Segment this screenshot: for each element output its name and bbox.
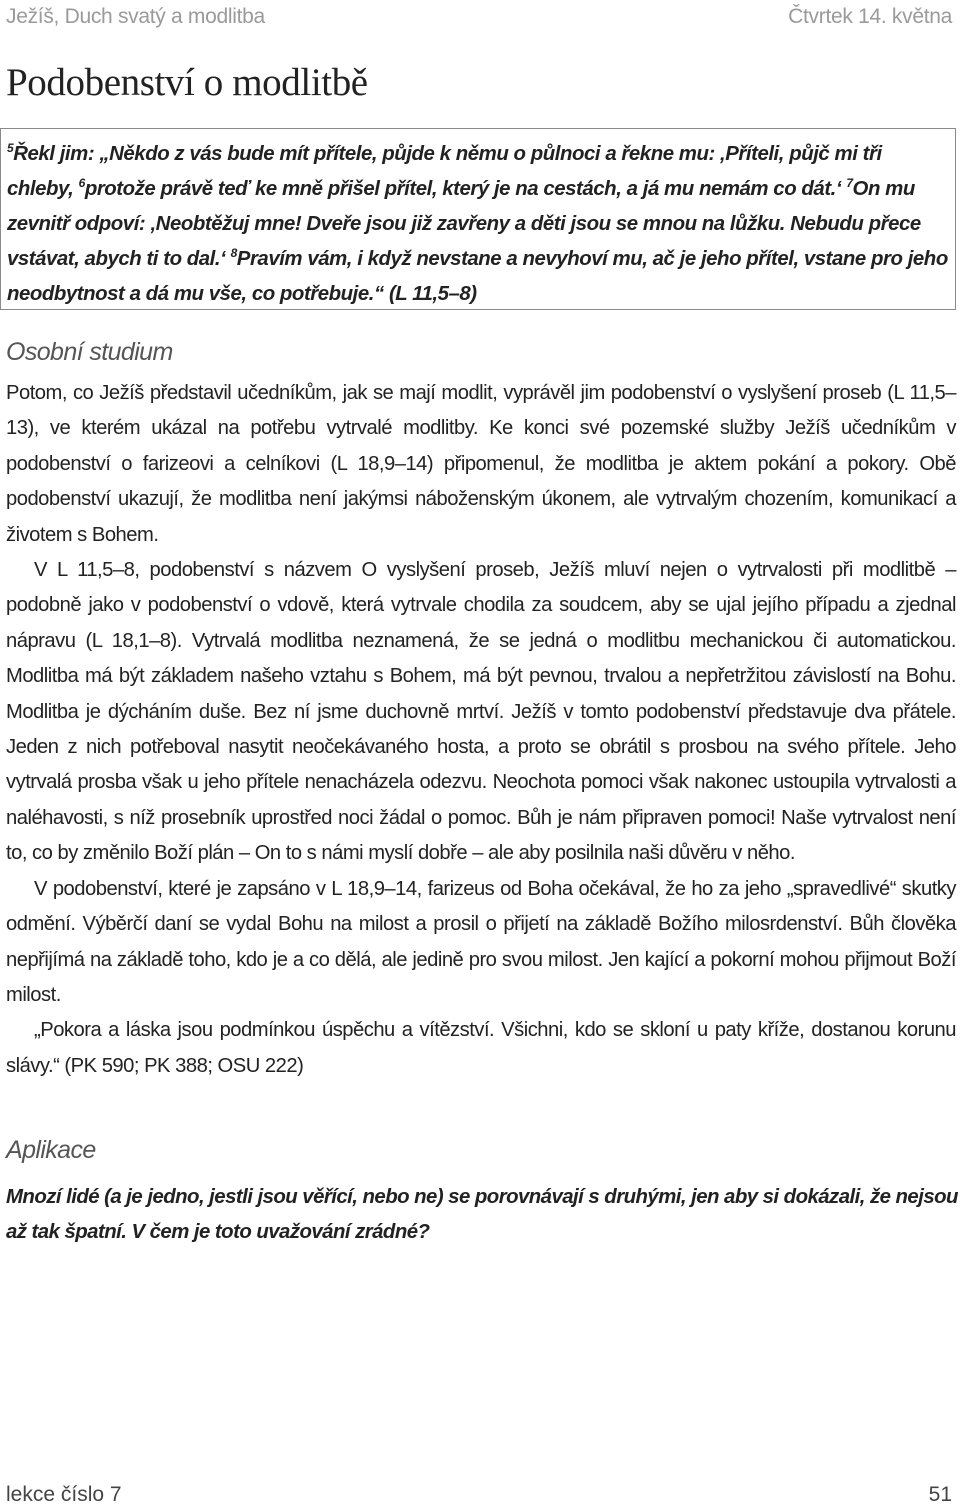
header-date: Čtvrtek 14. května (788, 5, 952, 28)
application-question: Mnozí lidé (a je jedno, jestli jsou věřící, nebo ne) se porovnávají s druhými, jen aby si dokázali, že nejsou až tak špatní. V čem je toto uvažování zrádné? (6, 1186, 958, 1243)
scripture-box (0, 128, 956, 310)
study-body (6, 376, 956, 1084)
verse-text: Pravím vám, i když nevstane a nevyhoví mu, ač je jeho přítel, vstane pro jeho neodbytnost a dá mu vše, co potřebuje.“ (L 11,5–8) (7, 248, 948, 305)
application-heading: Aplikace (6, 1136, 96, 1164)
footer-lesson: lekce číslo 7 (6, 1483, 122, 1506)
page-number: 51 (928, 1483, 952, 1506)
study-heading: Osobní studium (6, 338, 173, 366)
verse-text: protože právě teď ke mně přišel přítel, který je na cestách, a já mu nemám co dát.‘ (84, 178, 847, 200)
verse-number: 6 (78, 176, 85, 191)
running-header (6, 0, 952, 34)
header-book-title: Ježíš, Duch svatý a modlitba (6, 5, 265, 28)
study-paragraph: Potom, co Ježíš představil učedníkům, jak se mají modlit, vyprávěl jim podobenství o vyslyšení proseb (L 11,5–13), ve kterém ukázal na potřebu vytrvalé modlitby. Ke konci své pozemské služby Ježíš učedníkům v podobenství o farizeovi a celníkovi (L 18,9–14) připomenul, že modlitba je aktem pokání a pokory. Obě podobenství ukazují, že modlitba není jakýmsi náboženským úkonem, ale vytrvalým chozením, komunikací a životem s Bohem. (6, 382, 956, 546)
page-title: Podobenství o modlitbě (6, 61, 368, 104)
verse-number: 7 (846, 176, 853, 191)
page-footer (6, 1480, 952, 1510)
verse-text: Řekl jim: „Někdo z vás bude mít přítele, půjde k němu o půlnoci a řekne mu: ‚Příteli, půjč mi tři chleby, (7, 143, 882, 200)
study-quote: „Pokora a láska jsou podmínkou úspěchu a vítězství. Všichni, kdo se skloní u paty kříže, dostanou korunu slávy.“ (PK 590; PK 388; OSU 222) (6, 1019, 956, 1077)
verse-number: 8 (230, 246, 237, 261)
study-paragraph: V L 11,5–8, podobenství s názvem O vyslyšení proseb, Ježíš mluví nejen o vytrvalosti při modlitbě – podobně jako v podobenství o vdově, která vytrvale chodila za soudcem, aby se ujal jejího případu a zjednal nápravu (L 18,1–8). Vytrvalá modlitba neznamená, že se jedná o modlitbu mechanickou či automatickou. Modlitba má být základem našeho vztahu s Bohem, má být pevnou, trvalou a nepřetržitou závislostí na Bohu. Modlitba je dýcháním duše. Bez ní jsme duchovně mrtví. Ježíš v tomto podobenství představuje dva přátele. Jeden z nich potřeboval nasytit neočekávaného hosta, a proto se obrátil s prosbou na svého přítele. Jeho vytrvalá prosba však u jeho přítele nenacházela odezvu. Neochota pomoci však nakonec ustoupila vytrvalosti a naléhavosti, s níž prosebník uprostřed noci žádal o pomoc. Bůh je nám připraven pomoci! Naše vytrvalost není to, co by změnilo Boží plán – On to s námi myslí dobře – ale aby posilnila naši důvěru v něho. (6, 559, 956, 865)
study-paragraph: V podobenství, které je zapsáno v L 18,9–14, farizeus od Boha očekával, že ho za jeho „spravedlivé“ skutky odmění. Výběrčí daní se vydal Bohu na milost a prosil o přijetí na základě Božího milosrdenství. Bůh člověka nepřijímá na základě toho, kdo je a co dělá, ale jedině pro svou milost. Jen kající a pokorní mohou přijmout Boží milost. (6, 877, 956, 1006)
verse-number: 5 (7, 141, 14, 156)
verse-text: On mu zevnitř odpoví: ‚Neobtěžuj mne! Dveře jsou již zavřeny a děti jsou se mnou na lůžku. Nebudu přece vstávat, abych ti to dal.‘ (7, 178, 921, 270)
